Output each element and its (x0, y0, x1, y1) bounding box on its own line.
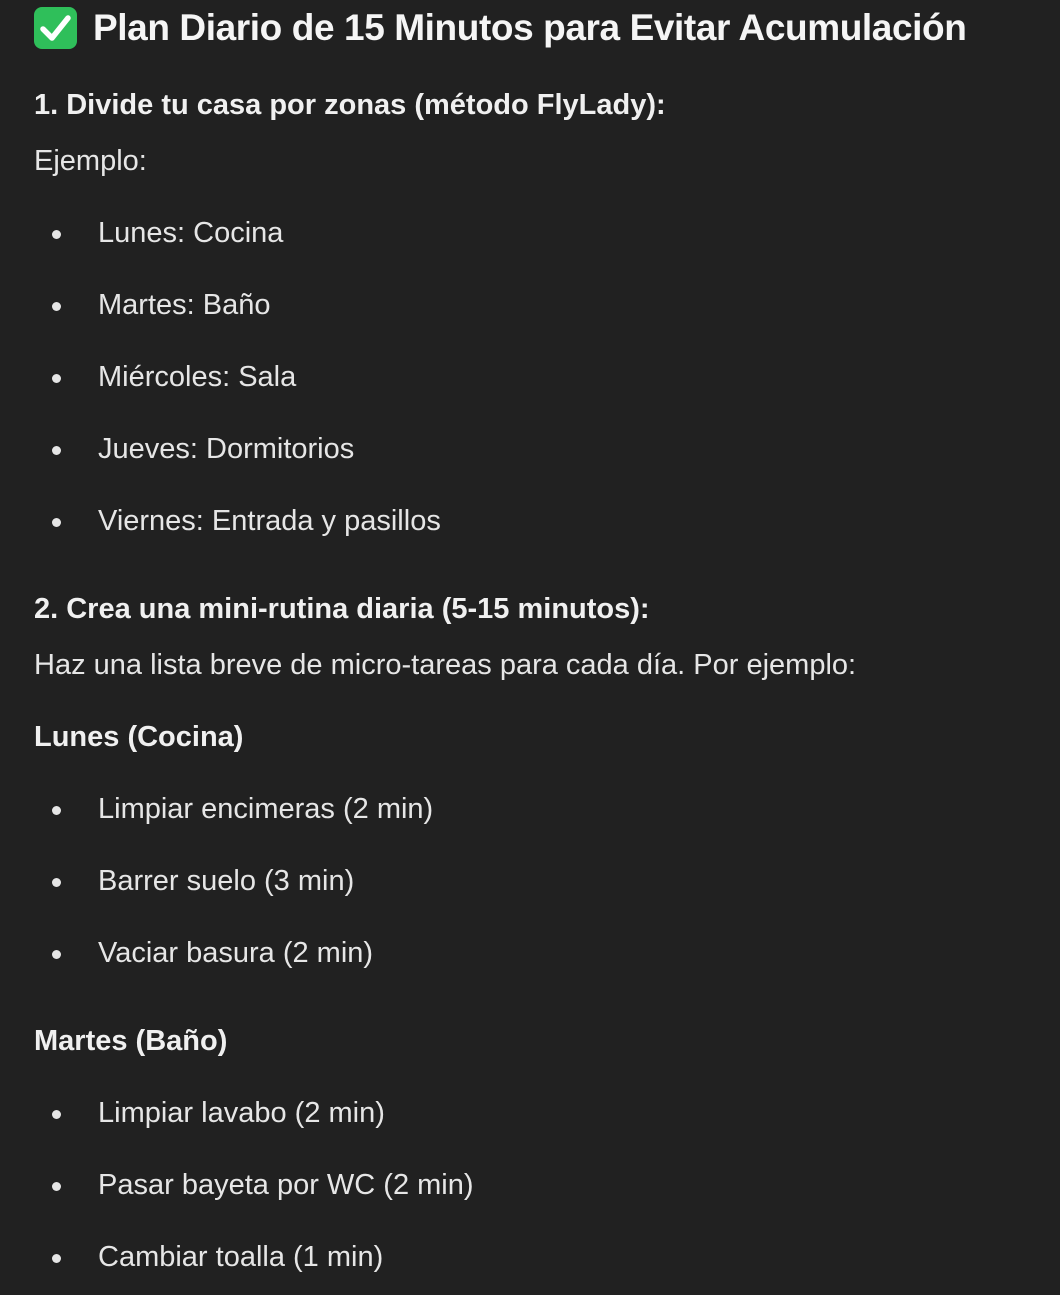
bullet-icon (52, 878, 61, 887)
bullet-icon (52, 230, 61, 239)
bullet-icon (52, 518, 61, 527)
bullet-icon (52, 374, 61, 383)
plan-title-text: Plan Diario de 15 Minutos para Evitar Acumulación (93, 7, 967, 48)
bullet-icon (52, 950, 61, 959)
bullet-icon (52, 1182, 61, 1191)
bullet-icon (52, 302, 61, 311)
bullet-icon (52, 1110, 61, 1119)
plan-title (34, 6, 966, 50)
section-1-heading: 1. Divide tu casa por zonas (método FlyLady): (34, 89, 666, 121)
section-1-intro: Ejemplo: (34, 145, 147, 177)
day-heading-monday: Lunes (Cocina) (34, 721, 244, 753)
section-2-intro: Haz una lista breve de micro-tareas para cada día. Por ejemplo: (34, 649, 857, 681)
day-heading-tuesday: Martes (Baño) (34, 1025, 228, 1057)
check-mark-button-icon (34, 7, 77, 49)
bullet-icon (52, 1254, 61, 1263)
bullet-icon (52, 446, 61, 455)
bullet-icon (52, 806, 61, 815)
section-2-heading: 2. Crea una mini-rutina diaria (5-15 minutos): (34, 593, 650, 625)
